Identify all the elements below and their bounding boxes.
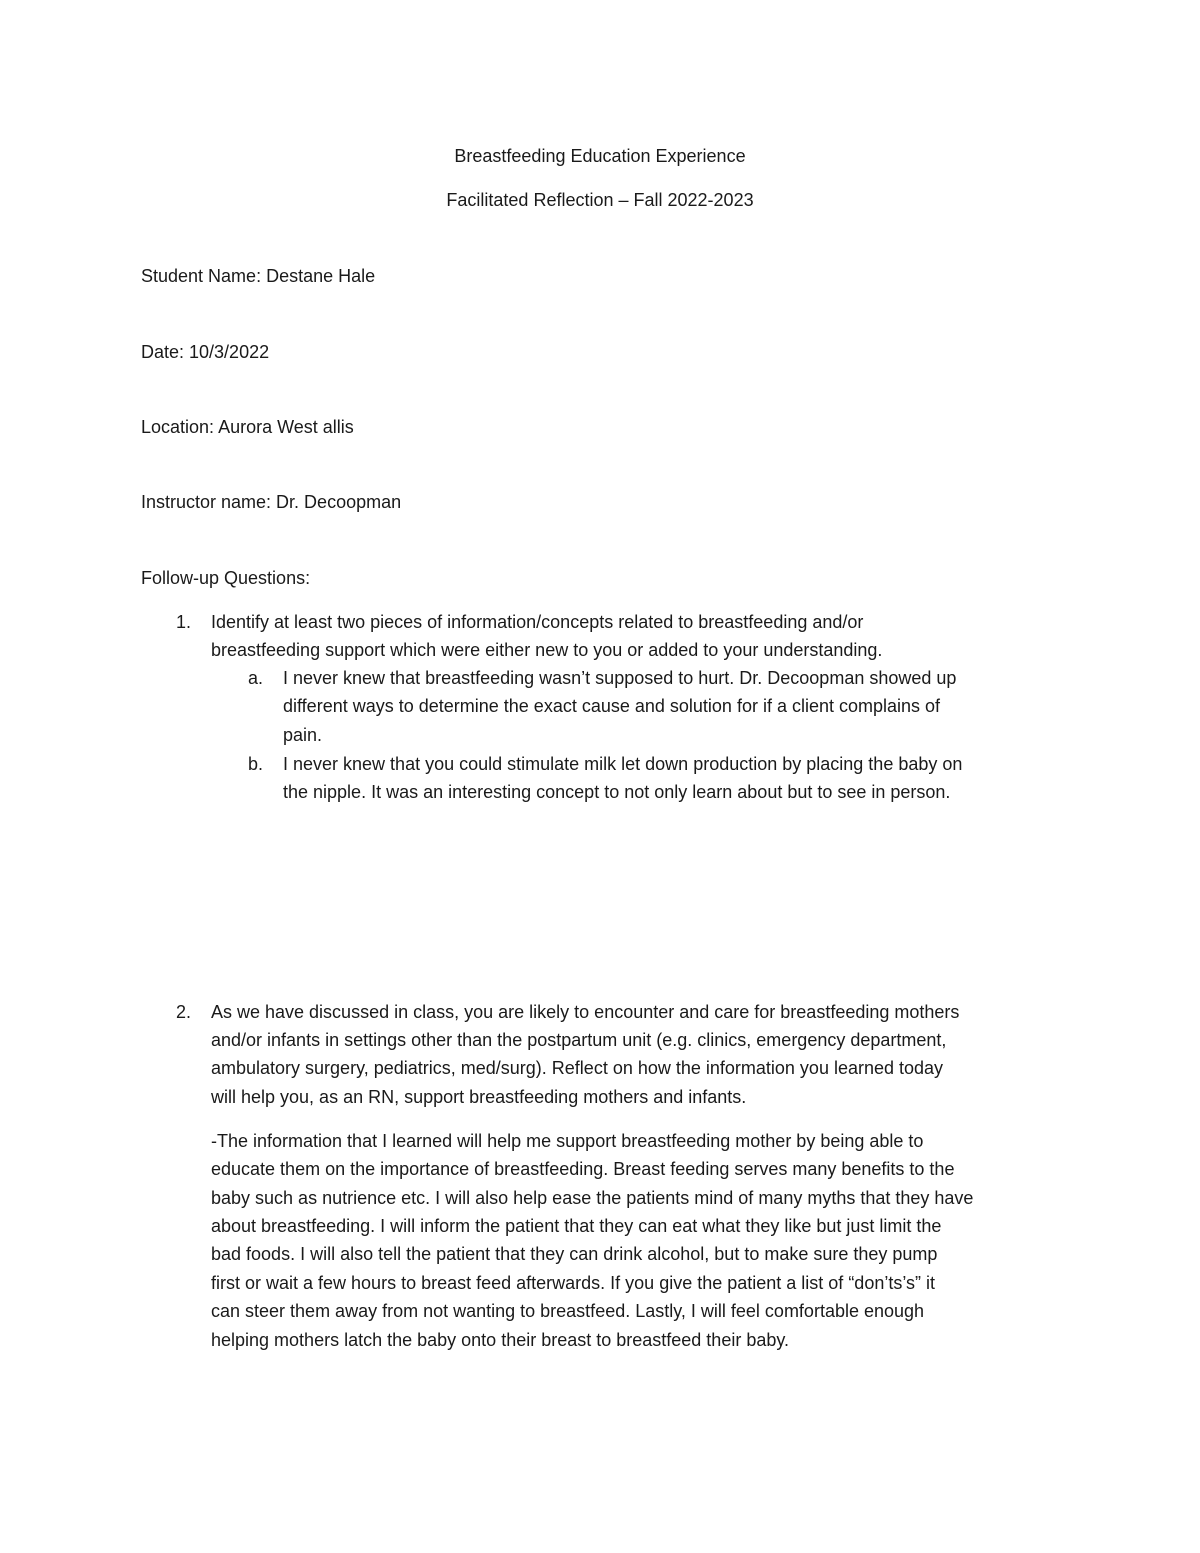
question-2-line: ambulatory surgery, pediatrics, med/surg). Reflect on how the information you learned today	[211, 1058, 944, 1078]
answer-2-line: bad foods. I will also tell the patient that they can drink alcohol, but to make sure they pump	[211, 1244, 938, 1264]
question-1-line: Identify at least two pieces of information/concepts related to breastfeeding and/or	[211, 612, 864, 632]
location-field: Location: Aurora West allis	[141, 417, 354, 437]
document-subtitle: Facilitated Reflection – Fall 2022-2023	[446, 190, 754, 210]
question-1-number: 1.	[176, 612, 192, 632]
answer-2-line: helping mothers latch the baby onto their breast to breastfeed their baby.	[211, 1330, 790, 1350]
question-2-line: As we have discussed in class, you are likely to encounter and care for breastfeeding mothers	[211, 1002, 960, 1022]
answer-1b-line: I never knew that you could stimulate milk let down production by placing the baby on	[283, 754, 963, 774]
answer-1b-line: the nipple. It was an interesting concept to not only learn about but to see in person.	[283, 782, 951, 802]
answer-1b-marker: b.	[248, 754, 264, 774]
answer-2-line: can steer them away from not wanting to breastfeed. Lastly, I will feel comfortable enough	[211, 1301, 925, 1321]
student-name-field: Student Name: Destane Hale	[141, 266, 376, 286]
answer-1a-line: pain.	[283, 725, 323, 745]
followup-heading: Follow-up Questions:	[141, 568, 311, 588]
question-1-line: breastfeeding support which were either new to you or added to your understanding.	[211, 640, 883, 660]
answer-2-line: about breastfeeding. I will inform the patient that they can eat what they like but just limit the	[211, 1216, 942, 1236]
answer-1a-marker: a.	[248, 668, 264, 688]
answer-2-line: baby such as nutrience etc. I will also help ease the patients mind of many myths that they have	[211, 1188, 974, 1208]
answer-2-line: -The information that I learned will help me support breastfeeding mother by being able to	[211, 1131, 924, 1151]
date-field: Date: 10/3/2022	[141, 342, 270, 362]
question-2-line: and/or infants in settings other than the postpartum unit (e.g. clinics, emergency department,	[211, 1030, 947, 1050]
answer-2-line: first or wait a few hours to breast feed afterwards. If you give the patient a list of “don’ts’s” it	[211, 1273, 936, 1293]
answer-2-line: educate them on the importance of breastfeeding. Breast feeding serves many benefits to the	[211, 1159, 955, 1179]
question-2-line: will help you, as an RN, support breastfeeding mothers and infants.	[211, 1087, 747, 1107]
instructor-field: Instructor name: Dr. Decoopman	[141, 492, 402, 512]
question-2-number: 2.	[176, 1002, 192, 1022]
document-title: Breastfeeding Education Experience	[454, 146, 746, 166]
answer-1a-line: different ways to determine the exact cause and solution for if a client complains of	[283, 696, 941, 716]
answer-1a-line: I never knew that breastfeeding wasn’t supposed to hurt. Dr. Decoopman showed up	[283, 668, 957, 688]
